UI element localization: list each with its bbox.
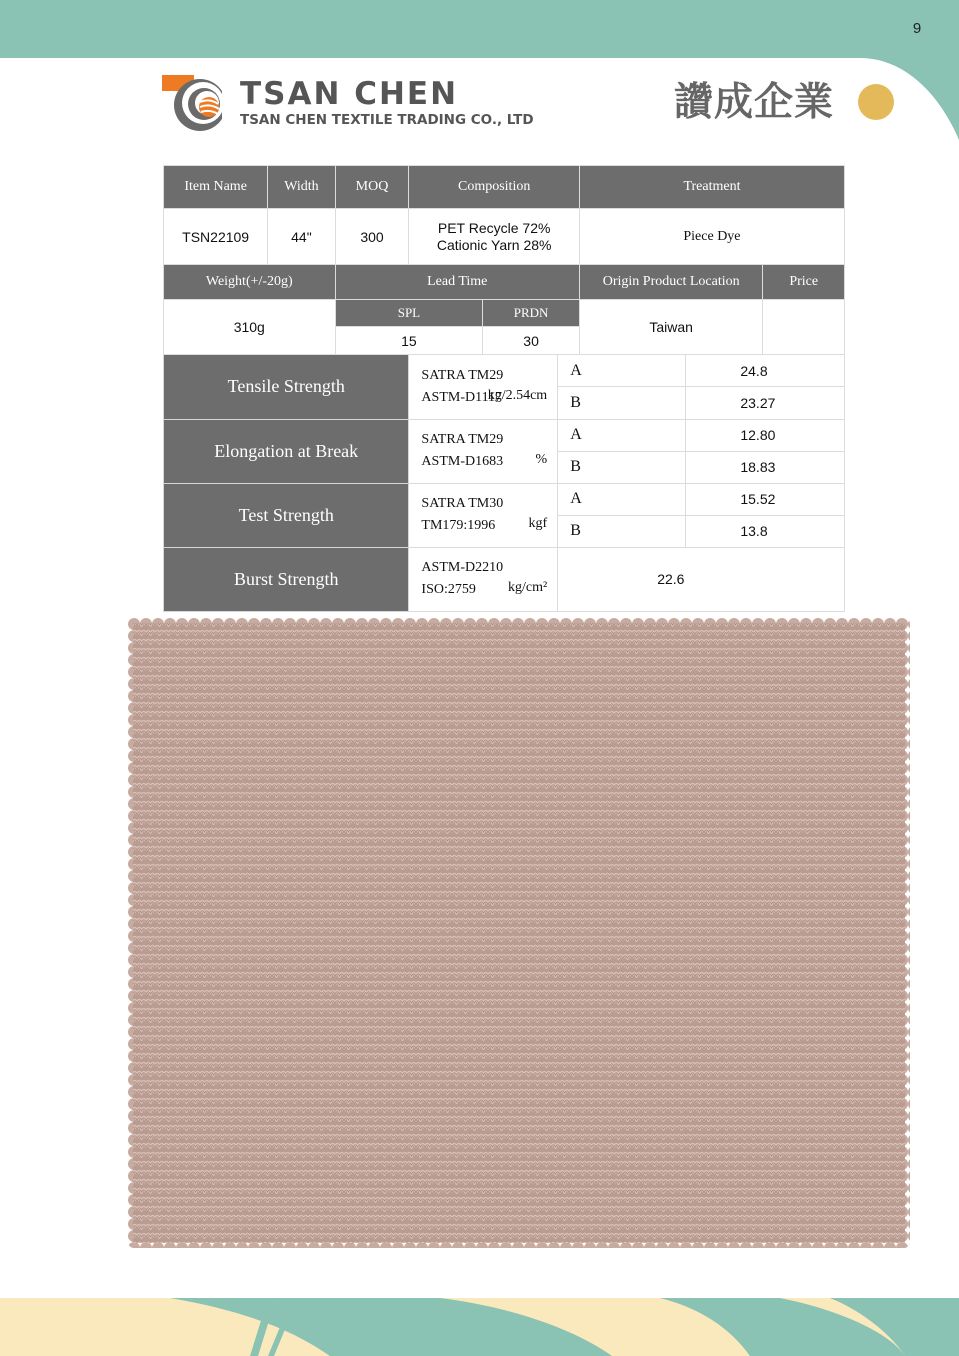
test-standards: [409, 355, 558, 419]
result-label-b: B: [558, 451, 686, 483]
result-a-value: 24.8: [740, 362, 768, 379]
burst-value: 22.6: [657, 571, 685, 588]
test-unit: kgf: [528, 515, 548, 531]
fabric-swatch-image: [128, 618, 910, 1248]
standard-line-1: SATRA TM30: [421, 496, 504, 512]
result-b-value: 18.83: [740, 459, 776, 476]
test-unit: kg/2.54cm: [487, 387, 548, 403]
brand-full-name: TSAN CHEN TEXTILE TRADING CO., LTD: [240, 112, 534, 128]
standard-line-2: ASTM-D1683: [421, 454, 504, 470]
result-label-a: A: [558, 483, 686, 515]
item-name-value: TSN22109: [164, 209, 268, 265]
header-prdn: PRDN: [483, 300, 580, 327]
header-moq: MOQ: [335, 166, 409, 209]
result-label-a: A: [558, 355, 686, 387]
test-standards: [409, 483, 558, 547]
result-b-value: 13.8: [740, 523, 768, 540]
standard-line-1: ASTM-D2210: [421, 560, 504, 576]
origin-value: Taiwan: [579, 300, 763, 355]
test-unit: kg/cm²: [508, 580, 548, 595]
header-item-name: Item Name: [164, 166, 268, 209]
header-treatment: Treatment: [579, 166, 844, 209]
header-spl: SPL: [335, 300, 483, 327]
result-label-b: B: [558, 387, 686, 419]
test-name: Elongation at Break: [164, 419, 409, 483]
standard-line-2: ISO:2759: [421, 582, 476, 598]
result-label-a: A: [558, 419, 686, 451]
header-width: Width: [268, 166, 335, 209]
composition-line-2: Cationic Yarn 28%: [436, 236, 552, 253]
moq-value: 300: [335, 209, 409, 265]
composition-value: [409, 209, 580, 265]
page-number: 9: [912, 20, 922, 37]
test-name: Tensile Strength: [164, 355, 409, 419]
result-label-b: B: [558, 515, 686, 547]
header-price: Price: [763, 265, 845, 300]
header-origin: Origin Product Location: [579, 265, 763, 300]
test-name: Burst Strength: [164, 547, 409, 611]
test-standards: [409, 419, 558, 483]
price-value: [763, 300, 845, 355]
weight-value: 310g: [164, 300, 336, 355]
treatment-value: Piece Dye: [579, 209, 844, 265]
header-weight: Weight(+/-20g): [164, 265, 336, 300]
gold-circle-icon: [858, 84, 894, 120]
result-a-value: 15.52: [740, 491, 776, 508]
header-lead-time: Lead Time: [335, 265, 579, 300]
standard-line-1: SATRA TM29: [421, 432, 504, 448]
brand-name: TSAN CHEN: [240, 76, 459, 112]
test-unit: %: [535, 451, 548, 467]
test-standards: [409, 547, 558, 611]
header-composition: Composition: [409, 166, 580, 209]
tsan-chen-logo-icon: [160, 72, 222, 134]
result-b-value: 23.27: [740, 395, 776, 411]
prdn-value: 30: [483, 327, 580, 355]
test-name: Test Strength: [164, 483, 409, 547]
bottom-decoration: [0, 1298, 959, 1356]
standard-line-1: SATRA TM29: [421, 367, 504, 383]
result-a-value: 12.80: [740, 427, 776, 444]
standard-line-2: TM179:1996: [421, 518, 496, 534]
brand-chinese-name: 讚成企業: [674, 80, 835, 125]
width-value: 44": [268, 209, 335, 265]
fabric-spec-table: [163, 165, 845, 612]
standard-line-2: ASTM-D1117: [421, 389, 503, 405]
spl-value: 15: [335, 327, 483, 355]
composition-line-1: PET Recycle 72%: [437, 219, 551, 236]
